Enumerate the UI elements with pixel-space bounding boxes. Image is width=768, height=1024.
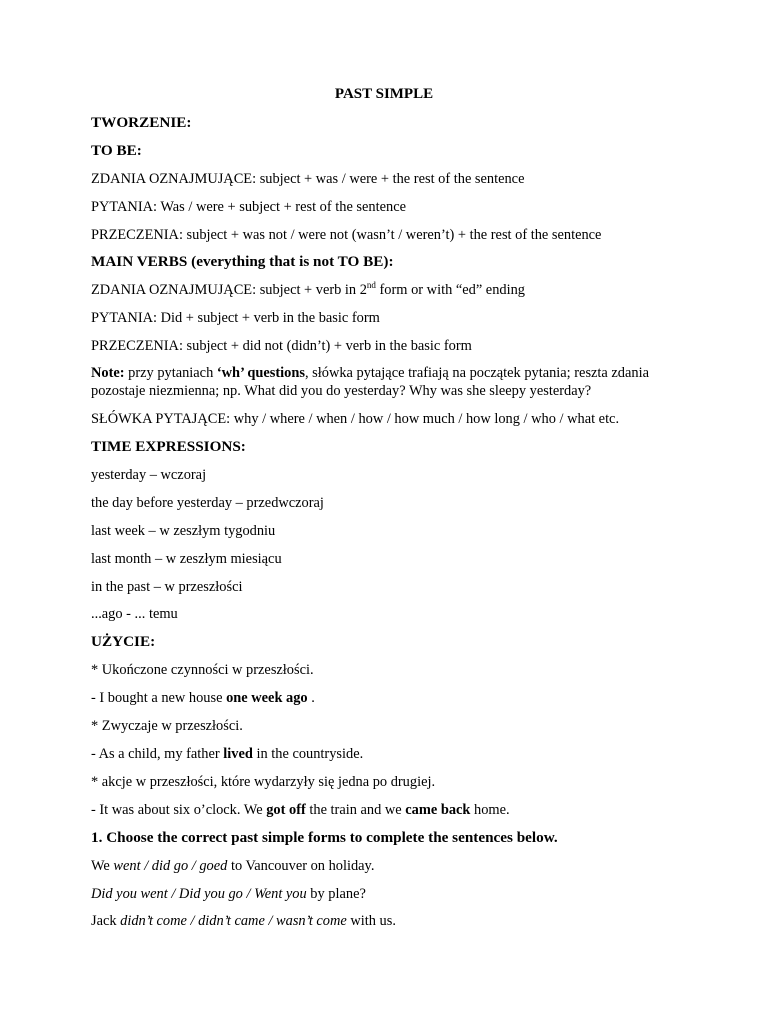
- text-line: [91, 717, 243, 735]
- text-run: MAIN VERBS (everything that is not TO BE):: [91, 253, 394, 270]
- text-run: one week ago: [226, 690, 308, 706]
- text-run: - It was about six o’clock. We: [91, 802, 267, 818]
- text-run: yesterday – wczoraj: [91, 467, 207, 483]
- text-run: 1: [91, 829, 99, 846]
- heading-uzycie: [91, 633, 155, 651]
- text-run: with us.: [346, 913, 396, 929]
- text-run: the day before yesterday – przedwczoraj: [91, 495, 324, 511]
- text-run: ZDANIA OZNAJMUJĄCE: subject + verb in 2: [91, 282, 367, 298]
- text-run: Did you went / Did you go / Went you: [91, 886, 307, 902]
- text-line: [91, 773, 435, 791]
- text-run: in the past – w przeszłości: [91, 579, 243, 595]
- list-item: [91, 522, 275, 540]
- text-run: .: [307, 690, 315, 706]
- text-run: form or with “ed” ending: [375, 282, 525, 298]
- document-title: PAST SIMPLE: [334, 86, 434, 102]
- text-run: home.: [470, 802, 510, 818]
- text-run: PRZECZENIA: subject + was not / were not (wasn’t / weren’t) + the rest of the sentence: [91, 227, 602, 243]
- text-run: . Choose the correct past simple forms to complete the sentences below.: [98, 829, 558, 846]
- text-run: PYTANIA: Was / were + subject + rest of the sentence: [91, 199, 406, 215]
- text-run: TIME EXPRESSIONS:: [91, 438, 246, 455]
- text-run: We: [91, 858, 114, 874]
- text-line: [91, 410, 619, 428]
- text-run: przy pytaniach: [124, 365, 217, 381]
- list-item: [91, 578, 242, 596]
- exercise-sentence: [91, 885, 366, 903]
- text-run: last month – w zeszłym miesiącu: [91, 551, 282, 567]
- example-line: [91, 801, 510, 819]
- text-run: * Ukończone czynności w przeszłości.: [91, 662, 314, 678]
- text-line: [91, 170, 524, 188]
- text-run: * akcje w przeszłości, które wydarzyły się jedna po drugiej.: [91, 774, 436, 790]
- text-run: ZDANIA OZNAJMUJĄCE: subject + was / were + the rest of the sentence: [91, 171, 525, 187]
- text-line: [91, 281, 525, 299]
- exercise-sentence: [91, 857, 374, 875]
- text-run: nd: [366, 280, 376, 291]
- text-run: didn’t come / didn’t came / wasn’t come: [120, 913, 347, 929]
- exercise-instruction: [91, 829, 558, 847]
- text-run: got off: [266, 802, 306, 818]
- list-item: [91, 466, 206, 484]
- text-run: came back: [405, 802, 471, 818]
- example-line: [91, 689, 315, 707]
- exercise-sentence: [91, 912, 396, 930]
- text-run: last week – w zeszłym tygodniu: [91, 523, 276, 539]
- text-line: [91, 226, 601, 244]
- text-run: lived: [223, 746, 253, 762]
- text-run: ...ago - ... temu: [91, 606, 178, 622]
- heading-time-expressions: [91, 438, 246, 456]
- text-run: - As a child, my father: [91, 746, 224, 762]
- text-run: Note:: [91, 365, 125, 381]
- text-run: to Vancouver on holiday.: [227, 858, 375, 874]
- text-run: PRZECZENIA: subject + did not (didn’t) + verb in the basic form: [91, 338, 472, 354]
- text-run: * Zwyczaje w przeszłości.: [91, 718, 243, 734]
- text-run: UŻYCIE:: [91, 633, 156, 650]
- text-run: TO BE:: [91, 142, 142, 159]
- heading-tworzenie: [91, 114, 191, 132]
- list-item: [91, 494, 324, 512]
- text-run: , słówka pytające trafiają na początek pytania; reszta zdania pozostaje niezmienna; np. What did you do yesterday? Why was she sleepy yesterday?: [91, 365, 649, 399]
- text-run: by plane?: [306, 886, 366, 902]
- text-run: TWORZENIE:: [91, 114, 192, 131]
- list-item: [91, 605, 178, 623]
- example-line: [91, 745, 363, 763]
- note-paragraph: [91, 364, 691, 400]
- list-item: [91, 550, 282, 568]
- text-line: [91, 309, 380, 327]
- text-line: [91, 661, 314, 679]
- text-run: the train and we: [305, 802, 406, 818]
- text-run: ‘wh’ questions: [216, 365, 305, 381]
- text-run: SŁÓWKA PYTAJĄCE: why / where / when / how / how much / how long / who / what etc.: [91, 411, 620, 427]
- heading-to-be: [91, 142, 142, 160]
- text-run: Jack: [91, 913, 121, 929]
- text-line: [91, 198, 406, 216]
- text-run: PYTANIA: Did + subject + verb in the basic form: [91, 310, 380, 326]
- text-line: [91, 337, 472, 355]
- text-run: went / did go / goed: [113, 858, 228, 874]
- text-run: in the countryside.: [252, 746, 364, 762]
- text-run: - I bought a new house: [91, 690, 227, 706]
- heading-main-verbs: [91, 253, 394, 271]
